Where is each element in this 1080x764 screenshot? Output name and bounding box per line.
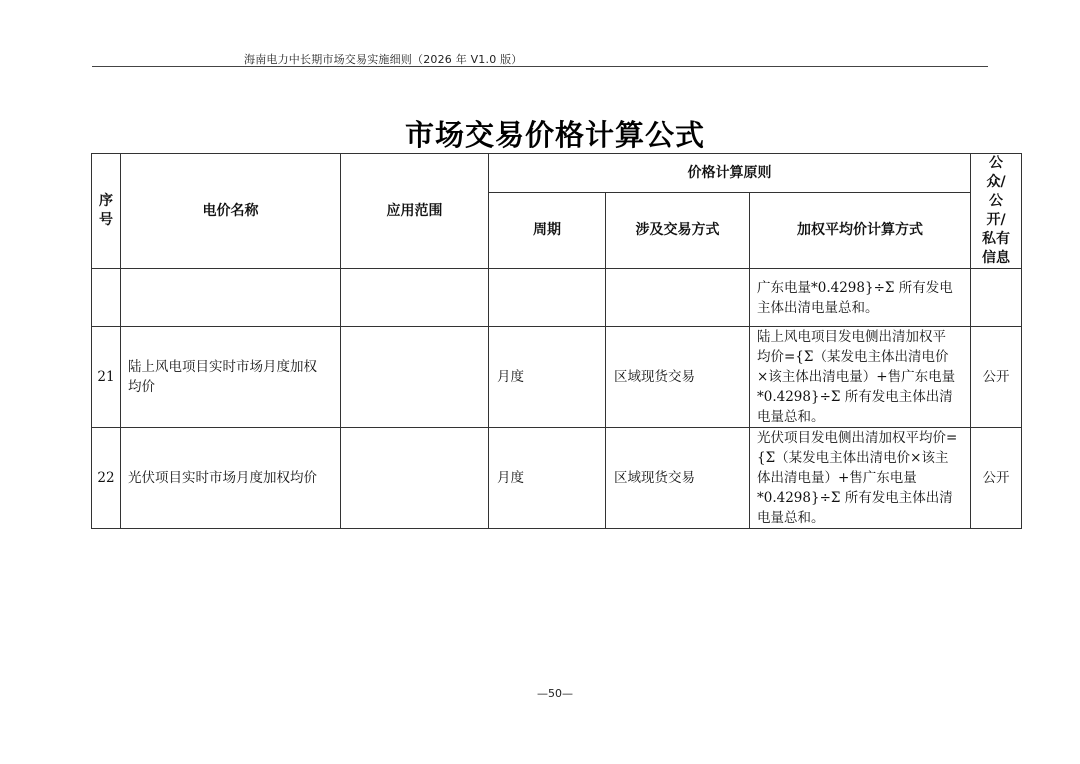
header-rule xyxy=(92,66,988,67)
page-number: —50— xyxy=(537,687,573,700)
cell-formula: 广东电量*0.4298}÷Σ 所有发电主体出清电量总和。 xyxy=(750,269,971,327)
table-row xyxy=(92,269,1022,327)
cell-scope xyxy=(341,327,489,428)
table-row xyxy=(92,327,1022,428)
cell-seq: 21 xyxy=(92,327,121,428)
cell-scope xyxy=(341,428,489,529)
header-formula: 加权平均价计算方式 xyxy=(750,193,971,269)
cell-disclosure xyxy=(971,269,1022,327)
cell-formula: 光伏项目发电侧出清加权平均价={Σ（某发电主体出清电价×该主体出清电量）+售广东电量*0.4298}÷Σ 所有发电主体出清电量总和。 xyxy=(750,428,971,529)
cell-disclosure: 公开 xyxy=(971,428,1022,529)
price-formula-table xyxy=(91,153,1022,529)
cell-trade-method xyxy=(606,269,750,327)
cell-scope xyxy=(341,269,489,327)
cell-cycle xyxy=(489,269,606,327)
cell-cycle: 月度 xyxy=(489,428,606,529)
cell-seq xyxy=(92,269,121,327)
header-trade-method: 涉及交易方式 xyxy=(606,193,750,269)
cell-seq: 22 xyxy=(92,428,121,529)
header-seq: 序号 xyxy=(92,154,121,269)
table-row xyxy=(92,428,1022,529)
cell-formula: 陆上风电项目发电侧出清加权平均价={Σ（某发电主体出清电价×该主体出清电量）+售广东电量*0.4298}÷Σ 所有发电主体出清电量总和。 xyxy=(750,327,971,428)
header-principle-group: 价格计算原则 xyxy=(489,154,971,193)
cell-price-name: 光伏项目实时市场月度加权均价 xyxy=(121,428,341,529)
cell-cycle: 月度 xyxy=(489,327,606,428)
page-title: 市场交易价格计算公式 xyxy=(404,118,705,152)
header-disclosure: 公众/公开/私有信息 xyxy=(971,154,1022,269)
running-header: 海南电力中长期市场交易实施细则（2026 年 V1.0 版） xyxy=(244,53,523,66)
header-scope: 应用范围 xyxy=(341,154,489,269)
cell-trade-method: 区域现货交易 xyxy=(606,327,750,428)
header-cycle: 周期 xyxy=(489,193,606,269)
cell-disclosure: 公开 xyxy=(971,327,1022,428)
cell-price-name: 陆上风电项目实时市场月度加权均价 xyxy=(121,327,341,428)
cell-trade-method: 区域现货交易 xyxy=(606,428,750,529)
cell-price-name xyxy=(121,269,341,327)
header-price-name: 电价名称 xyxy=(121,154,341,269)
